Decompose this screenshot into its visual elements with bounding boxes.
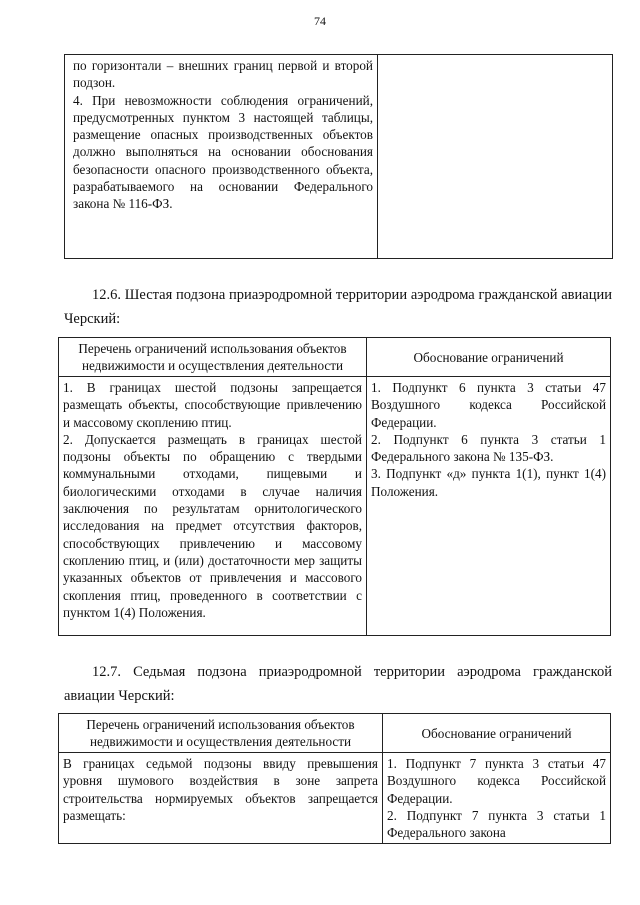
table-header-row [59,338,611,377]
section-12-7-table [58,713,611,844]
section-12-6-heading [64,283,612,331]
header-justification: Обоснование ограничений [367,338,611,377]
paragraph: 3. Подпункт «д» пункта 1(1), пункт 1(4) Положения. [371,466,606,499]
table-header-row [59,714,611,753]
continued-right-cell [378,55,613,259]
justification-cell [367,377,611,636]
restrictions-cell [59,377,367,636]
heading-text: 12.6. Шестая подзона приаэродромной территории аэродрома гражданской авиации Черский: [64,287,612,327]
section-12-7-heading [64,660,612,708]
paragraph: 1. Подпункт 7 пункта 3 статьи 47 Воздушного кодекса Российской Федерации. [387,756,606,806]
table-row [59,377,611,636]
table-row [65,55,613,259]
header-justification: Обоснование ограничений [383,714,611,753]
section-12-6-table [58,337,611,636]
justification-cell [383,753,611,844]
header-restrictions: Перечень ограничений использования объектов недвижимости и осуществления деятельности [59,714,383,753]
continued-table [64,54,613,259]
paragraph: 2. Подпункт 6 пункта 3 статьи 1 Федерального закона № 135-ФЗ. [371,431,606,465]
heading-text: 12.7. Седьмая подзона приаэродромной территории аэродрома гражданской авиации Черский: [64,664,612,704]
paragraph: 1. В границах шестой подзоны запрещается размещать объекты, способствующие привлечению и массовому скоплению птиц. [63,380,362,430]
paragraph: 4. При невозможности соблюдения ограничений, предусмотренных пунктом 3 настоящей таблицы, размещение опасных производственных объектов должно выполняться на основании обоснования безопасности опасного производственного объекта, разрабатываемого на основании Федерального закона № 116-ФЗ. [73,92,373,212]
table-row [59,753,611,844]
continued-left-cell [65,55,378,259]
header-restrictions: Перечень ограничений использования объектов недвижимости и осуществления деятельности [59,338,367,377]
paragraph: 2. Подпункт 7 пункта 3 статьи 1 Федерального закона [387,807,606,841]
paragraph: 1. Подпункт 6 пункта 3 статьи 47 Воздушного кодекса Российской Федерации. [371,380,606,430]
paragraph: В границах седьмой подзоны ввиду превышения уровня шумового воздействия в зоне запрета строительства нормируемых объектов запрещается размещать: [63,756,378,823]
restrictions-cell [59,753,383,844]
paragraph: по горизонтали – внешних границ первой и второй подзон. [73,58,373,91]
paragraph: 2. Допускается размещать в границах шестой подзоны объекты по обращению с твердыми коммунальными отходами, пищевыми и биологическими отходами в случае наличия заключения по результатам орнитологического исследования на предмет отсутствия факторов, способствующих привлечению и массовому скоплению птиц, и (или) достаточности мер защиты указанных объектов от привлечения и массового скопления птиц, проведенного в соответствии с пунктом 1(4) Положения. [63,431,362,620]
page-number: 74 [314,14,326,28]
